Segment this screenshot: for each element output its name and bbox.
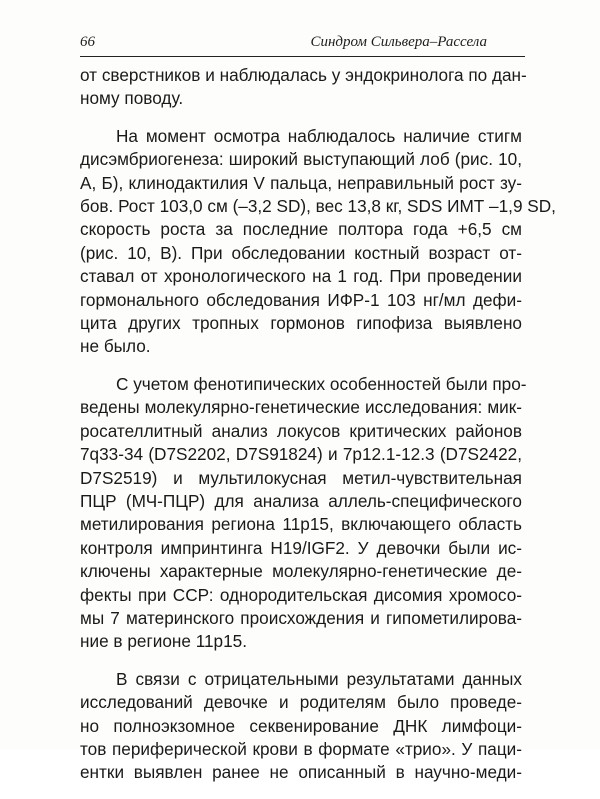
text-line: бов. Рост 103,0 см (–3,2 SD), вес 13,8 кг, SDS ИМТ –1,9 SD, — [80, 196, 556, 217]
text-line: гормонального обследования ИФР-1 103 нг/мл дефи- — [80, 289, 522, 310]
text-line: не было. — [80, 336, 151, 357]
paragraph-1 — [80, 64, 527, 111]
text-line: но полноэкзомное секвенирование ДНК лимфоци- — [80, 715, 522, 736]
text-line: тов периферической крови в формате «трио». У паци- — [80, 738, 522, 759]
text-line: росателлитный анализ локусов критических районов — [80, 420, 522, 441]
text-line: ному поводу. — [80, 88, 184, 109]
text-line: исследований девочке и родителям было проведе- — [80, 692, 522, 713]
text-line: ставал от хронологического на 1 год. При проведении — [80, 266, 522, 287]
text-line: На момент осмотра наблюдалось наличие стигм — [116, 125, 522, 146]
text-line: В связи с отрицательными результатами данных — [116, 668, 522, 689]
text-line: ведены молекулярно-генетические исследования: мик- — [80, 397, 522, 418]
text-line: метилирования региона 11p15, включающего область — [80, 514, 522, 535]
text-line: ключены характерные молекулярно-генетические де- — [80, 561, 522, 582]
text-line: скорость роста за последние полтора года +6,5 см — [80, 219, 522, 240]
text-line: дисэмбриогенеза: широкий выступающий лоб (рис. 10, — [80, 149, 522, 170]
text-line: ПЦР (МЧ-ПЦР) для анализа аллель-специфического — [80, 490, 522, 511]
text-line: мы 7 материнского происхождения и гипометилирова- — [80, 607, 522, 628]
text-line: А, Б), клинодактилия V пальца, неправильный рост зу- — [80, 172, 522, 193]
text-line: фекты при ССР: однородительская дисомия хромосо- — [80, 584, 522, 605]
body-text — [80, 64, 556, 799]
running-title: Синдром Сильвера–Рассела — [310, 34, 487, 50]
paragraph-3 — [80, 373, 527, 654]
running-head — [80, 32, 525, 54]
text-line: D7S2519) и мультилокусная метил-чувствительная — [80, 467, 522, 488]
header-divider — [80, 56, 525, 57]
text-line: ние в регионе 11p15. — [80, 631, 247, 652]
paragraph-2 — [80, 125, 556, 359]
text-line: цита других тропных гормонов гипофиза выявлено — [80, 313, 522, 334]
text-line: 7q33-34 (D7S2202, D7S91824) и 7p12.1-12.3 (D7S2422, — [80, 444, 522, 465]
paragraph-4 — [80, 668, 522, 785]
text-line: от сверстников и наблюдалась у эндокринолога по дан- — [80, 65, 527, 85]
page-number: 66 — [80, 34, 95, 50]
text-line: (рис. 10, В). При обследовании костный возраст от- — [80, 242, 522, 263]
text-line: С учетом фенотипических особенностей были про- — [116, 373, 527, 394]
text-line: ентки выявлен ранее не описанный в научно-меди- — [80, 762, 522, 783]
text-line: контроля импринтинга H19/IGF2. У девочки были ис- — [80, 537, 522, 558]
